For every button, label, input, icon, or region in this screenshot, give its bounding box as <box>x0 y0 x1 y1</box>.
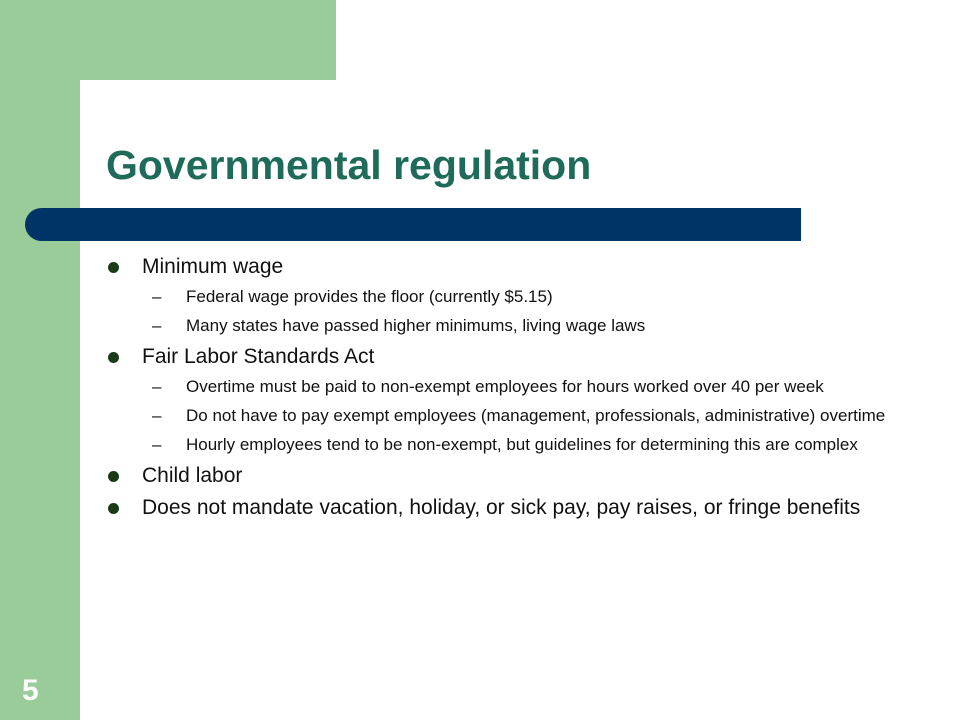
sub-bullet-item <box>106 315 906 336</box>
sub-bullet-item <box>106 434 906 455</box>
sub-bullet-text: Do not have to pay exempt employees (management, professionals, administrative) overtime <box>186 406 886 425</box>
sub-bullet-item <box>106 376 906 397</box>
bullet-text: Does not mandate vacation, holiday, or sick pay, pay raises, or fringe benefits <box>142 496 861 519</box>
dash-marker: – <box>152 435 162 454</box>
sub-bullet-text: Many states have passed higher minimums, living wage laws <box>186 316 646 335</box>
bullet-item <box>106 495 906 520</box>
slide-title: Governmental regulation <box>106 142 592 188</box>
bullet-dot-icon <box>108 503 119 514</box>
page-number: 5 <box>22 674 39 707</box>
sub-bullet-text: Federal wage provides the floor (currently $5.15) <box>186 287 553 306</box>
green-left-strip <box>0 0 80 720</box>
bullet-item <box>106 344 906 369</box>
dash-marker: – <box>152 316 162 335</box>
bullet-dot-icon <box>108 262 119 273</box>
rounded-corner <box>80 80 140 140</box>
bullet-item <box>106 254 906 279</box>
bullet-text: Fair Labor Standards Act <box>142 345 375 368</box>
sub-bullet-text: Hourly employees tend to be non-exempt, but guidelines for determining this are complex <box>186 435 858 454</box>
sub-bullet-text: Overtime must be paid to non-exempt employees for hours worked over 40 per week <box>186 377 824 396</box>
bullet-item <box>106 463 906 488</box>
bullet-text: Minimum wage <box>142 255 284 278</box>
bullet-text: Child labor <box>142 464 243 487</box>
title-underline-bar <box>25 208 801 241</box>
bullet-list <box>106 254 906 527</box>
green-top-band <box>0 0 336 80</box>
dash-marker: – <box>152 377 162 396</box>
bullet-dot-icon <box>108 352 119 363</box>
sub-bullet-item <box>106 405 906 426</box>
sub-bullet-item <box>106 286 906 307</box>
dash-marker: – <box>152 287 162 306</box>
bullet-dot-icon <box>108 471 119 482</box>
dash-marker: – <box>152 406 162 425</box>
